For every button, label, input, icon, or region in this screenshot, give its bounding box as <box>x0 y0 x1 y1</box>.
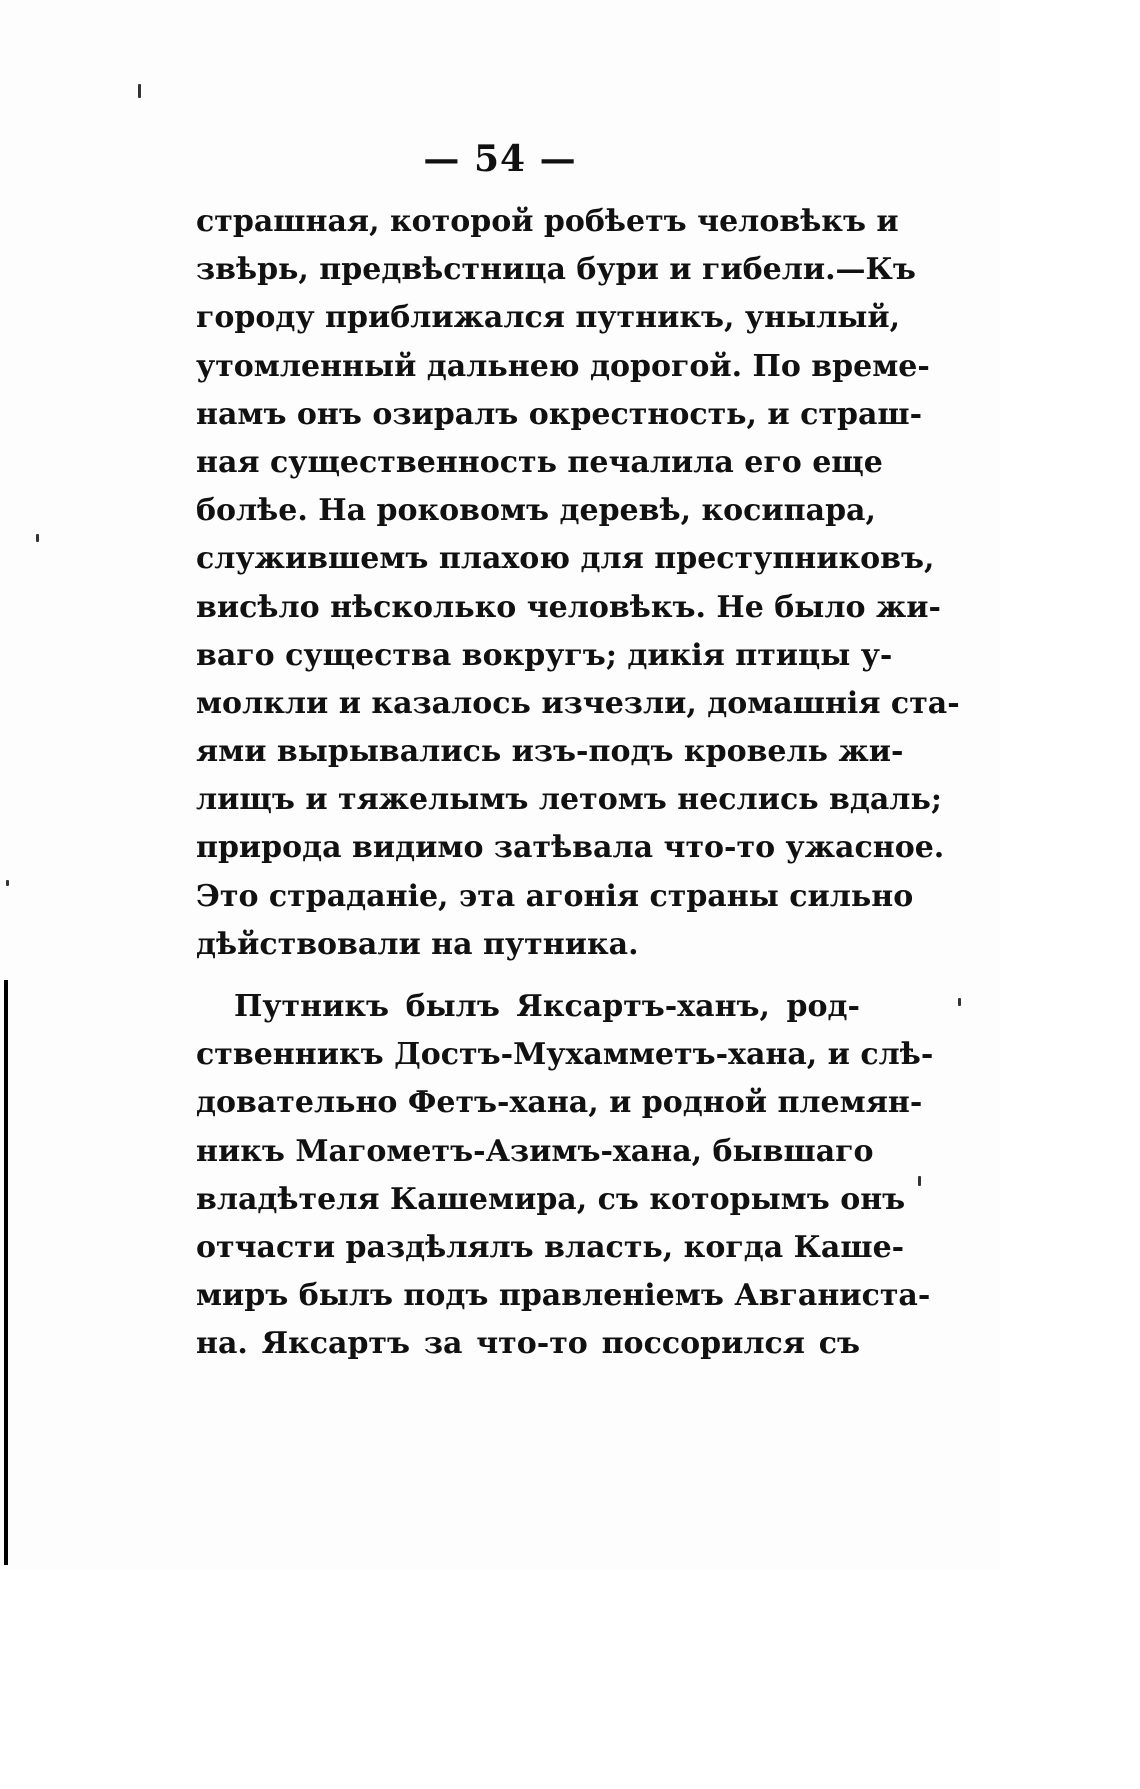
text-line: владѣтеля Кашемира, съ которымъ онъ <box>196 1181 906 1217</box>
text-line: Путникъ былъ Яксартъ-ханъ, род- <box>234 989 860 1024</box>
paragraph-1 <box>196 198 960 969</box>
text-line: страшная, которой робѣетъ человѣкъ и <box>196 204 899 239</box>
text-line: довательно Фетъ-хана, и родной племян- <box>196 1085 923 1121</box>
text-line: на. Яксартъ за что-то поссорился съ <box>196 1326 860 1362</box>
scan-speck <box>6 880 9 886</box>
text-line: ваго существа вокругъ; дикія птицы у- <box>196 637 893 673</box>
text-line: звѣрь, предвѣстница бури и гибели.—Къ <box>196 252 916 288</box>
text-line: ная существенность печалила его еще <box>196 444 883 480</box>
text-line: миръ былъ подъ правленіемъ Авганиста- <box>196 1278 931 1314</box>
text-line: болѣе. На роковомъ деревѣ, косипара, <box>196 493 876 529</box>
paragraph-2 <box>196 983 934 1369</box>
text-line: ственникъ Достъ-Мухамметъ-хана, и слѣ- <box>196 1037 934 1073</box>
paragraph-gap <box>196 969 860 983</box>
page-number: — 54 — <box>423 138 577 180</box>
text-line: служившемъ плахою для преступниковъ, <box>196 541 935 577</box>
text-line: Это страданіе, эта агонія страны сильно <box>196 878 914 914</box>
text-line: ями вырывались изъ-подъ кровель жи- <box>196 734 904 770</box>
text-line: отчасти раздѣлялъ власть, когда Каше- <box>196 1229 905 1265</box>
body-text <box>196 198 960 1369</box>
text-line: городу приближался путникъ, унылый, <box>196 300 901 336</box>
text-line: лищъ и тяжелымъ летомъ неслись вдаль; <box>196 782 942 818</box>
text-line: утомленный дальнею дорогой. По време- <box>196 348 930 384</box>
text-line: намъ онъ озиралъ окрестность, и страш- <box>196 396 923 432</box>
scan-speck <box>138 84 141 98</box>
scan-speck <box>918 1176 921 1186</box>
scan-margin-edge <box>4 980 8 1565</box>
text-line: природа видимо затѣвала что-то ужасное. <box>196 830 945 866</box>
text-line: дѣйствовали на путника. <box>196 926 639 962</box>
scan-speck <box>36 534 39 542</box>
text-line: никъ Магометъ-Азимъ-хана, бывшаго <box>196 1133 874 1169</box>
text-line: молкли и казалось изчезли, домашнія ста- <box>196 685 960 721</box>
text-line: висѣло нѣсколько человѣкъ. Не было жи- <box>196 589 941 625</box>
scan-speck <box>958 998 961 1006</box>
